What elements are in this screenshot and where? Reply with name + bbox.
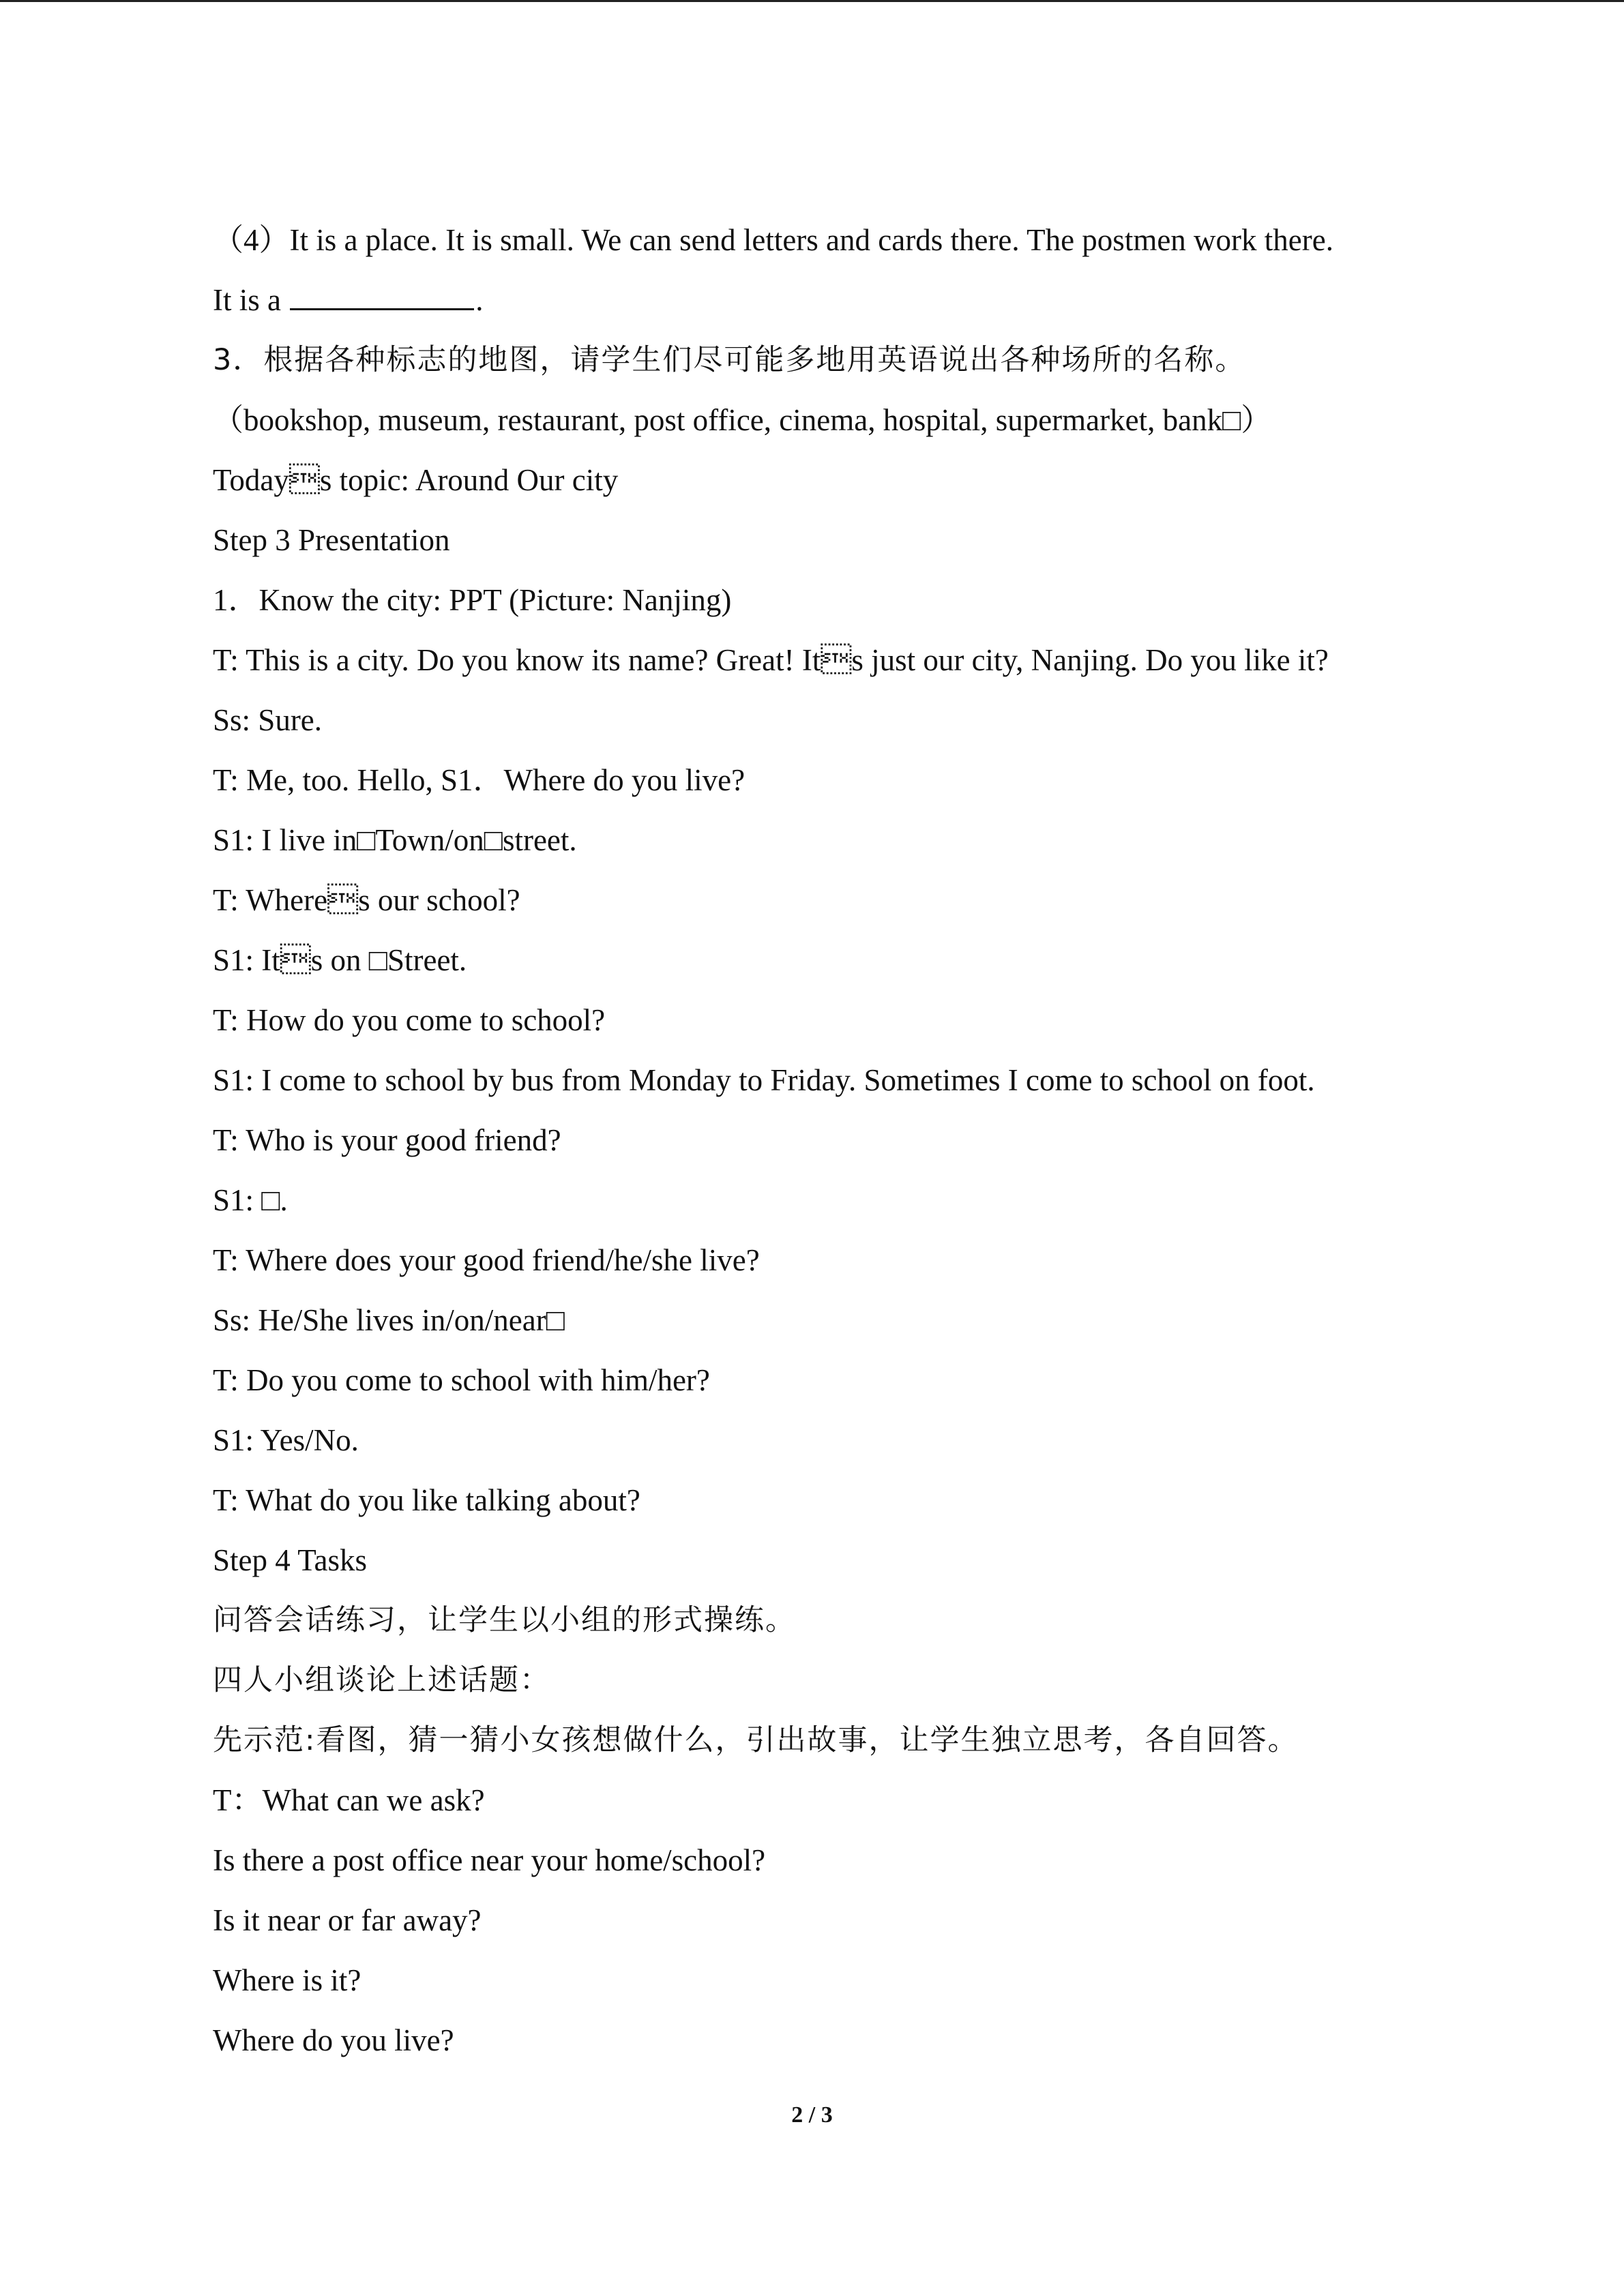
text-line-3: 3．根据各种标志的地图，请学生们尽可能多地用英语说出各种场所的名称。 (213, 343, 1246, 377)
page-number: 2 / 3 (791, 2102, 833, 2128)
text-line-12: T: Wheres our school? (213, 883, 520, 917)
text-line-4: （bookshop, museum, restaurant, post office, cinema, hospital, supermarket, bank□） (213, 403, 1272, 437)
text-line-5: Todays topic: Around Our city (213, 463, 619, 497)
text-line-31: Where do you live? (213, 2023, 454, 2057)
text-line-13: S1: Its on □Street. (213, 943, 467, 977)
text-line-24: 问答会话练习，让学生以小组的形式操练。 (213, 1603, 796, 1637)
text-line-2 (213, 270, 1509, 330)
answer-blank-period: . (475, 283, 484, 317)
answer-prompt: It is a (213, 283, 281, 317)
answer-blank (290, 281, 474, 310)
text-line-25: 四人小组谈论上述话题： (213, 1663, 550, 1697)
text-line-11: S1: I live in□Town/on□street. (213, 823, 577, 857)
text-line-7: 1．Know the city: PPT (Picture: Nanjing) (213, 583, 732, 617)
text-line-18: T: Where does your good friend/he/she live? (213, 1243, 760, 1277)
text-line-30: Where is it? (213, 1963, 361, 1997)
text-line-15: S1: I come to school by bus from Monday to Friday. Sometimes I come to school on foot. (213, 1063, 1315, 1097)
document-body (213, 210, 1509, 2070)
section-heading-step3: Step 3 Presentation (213, 523, 450, 557)
text-line-17: S1: □. (213, 1183, 288, 1217)
text-line-26: 先示范:看图，猜一猜小女孩想做什么，引出故事，让学生独立思考，各自回答。 (213, 1723, 1299, 1757)
text-line-22: T: What do you like talking about? (213, 1483, 640, 1517)
text-line-8: T: This is a city. Do you know its name? Great! Its just our city, Nanjing. Do you like it? (213, 643, 1329, 677)
text-line-27: T：What can we ask? (213, 1783, 485, 1817)
text-line-29: Is it near or far away? (213, 1903, 482, 1937)
section-heading-step4: Step 4 Tasks (213, 1543, 368, 1577)
text-line-19: Ss: He/She lives in/on/near□ (213, 1303, 565, 1337)
text-line-14: T: How do you come to school? (213, 1003, 606, 1037)
text-line-10: T: Me, too. Hello, S1．Where do you live? (213, 763, 745, 797)
text-line-16: T: Who is your good friend? (213, 1123, 561, 1157)
text-line-20: T: Do you come to school with him/her? (213, 1363, 710, 1397)
text-line-1: （4）It is a place. It is small. We can send letters and cards there. The postmen work there. (213, 223, 1333, 257)
text-line-28: Is there a post office near your home/school? (213, 1843, 766, 1877)
text-line-9: Ss: Sure. (213, 703, 323, 737)
text-line-21: S1: Yes/No. (213, 1423, 359, 1457)
